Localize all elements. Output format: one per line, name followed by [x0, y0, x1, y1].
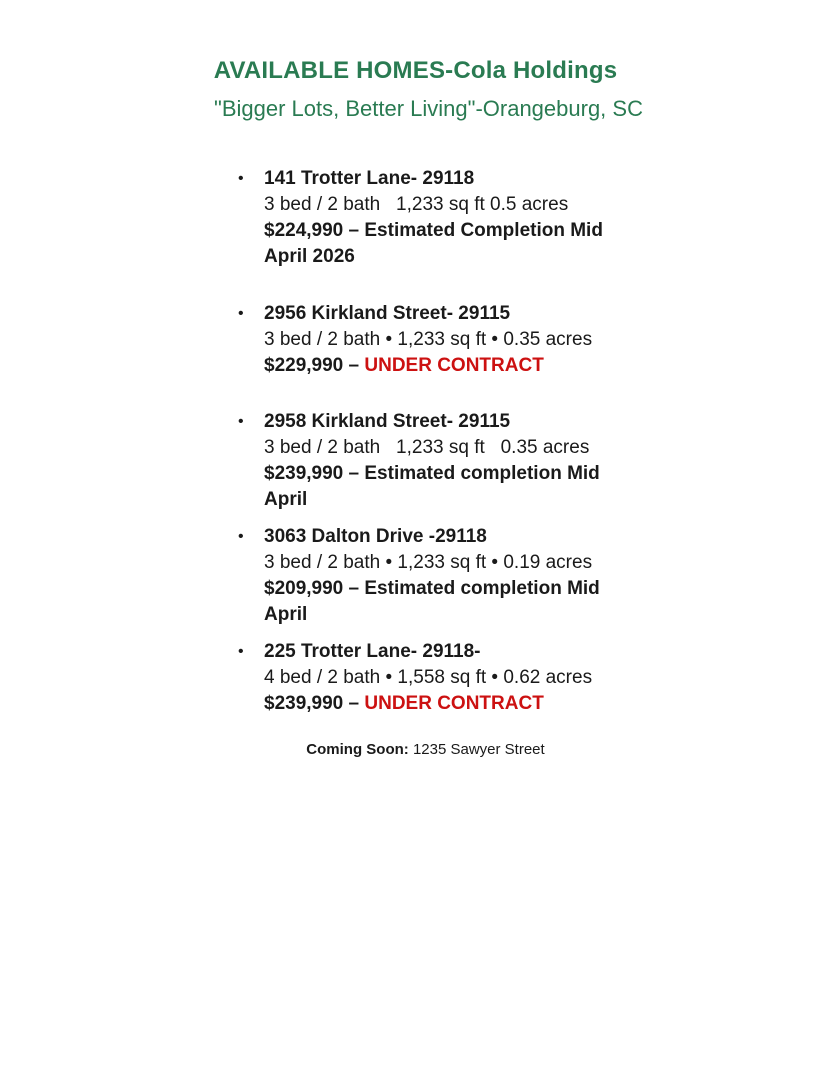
listing-address: 225 Trotter Lane- 29118- [264, 641, 481, 662]
listing-price-line [264, 691, 620, 717]
listings-section [238, 166, 825, 717]
listing-price: $239,990 – [264, 693, 360, 714]
page-subtitle: "Bigger Lots, Better Living"-Orangeburg, SC [214, 96, 643, 121]
listing-price-line [264, 461, 620, 513]
listing-price: $229,990 – [264, 355, 360, 376]
listing-item [238, 301, 825, 379]
listing-address: 2956 Kirkland Street- 29115 [264, 303, 511, 324]
listing-price-line [264, 353, 620, 379]
listing-price: $239,990 – [264, 463, 360, 484]
listing-details: 3 bed / 2 bath 1,233 sq ft 0.5 acres [264, 194, 569, 215]
listing-content [264, 301, 620, 379]
listing-details: 3 bed / 2 bath • 1,233 sq ft • 0.19 acres [264, 552, 593, 573]
listing-status: Estimated completion Mid April [264, 463, 600, 510]
listing-status: Estimated Completion Mid April 2026 [264, 220, 603, 267]
listing-content [264, 639, 620, 717]
coming-soon-label: Coming Soon: [306, 741, 409, 758]
listing-price: $209,990 – [264, 578, 360, 599]
listing-details: 3 bed / 2 bath • 1,233 sq ft • 0.35 acres [264, 329, 593, 350]
listing-address: 3063 Dalton Drive -29118 [264, 526, 487, 547]
listing-price: $224,990 – [264, 220, 360, 241]
coming-soon-value: 1235 Sawyer Street [408, 741, 545, 758]
listing-item [238, 166, 825, 270]
bullet-icon: • [238, 170, 244, 187]
listing-content [264, 409, 620, 513]
listing-item [238, 524, 825, 628]
bullet-icon: • [238, 413, 244, 430]
listing-price-line [264, 218, 620, 270]
bullet-icon: • [238, 305, 244, 322]
listing-status: UNDER CONTRACT [364, 355, 544, 376]
listing-content [264, 524, 620, 628]
listing-details: 3 bed / 2 bath 1,233 sq ft 0.35 acres [264, 437, 590, 458]
listing-address: 141 Trotter Lane- 29118 [264, 168, 475, 189]
bullet-icon: • [238, 528, 244, 545]
listing-content [264, 166, 620, 270]
listing-status: UNDER CONTRACT [364, 693, 544, 714]
listing-details: 4 bed / 2 bath • 1,558 sq ft • 0.62 acres [264, 667, 593, 688]
listing-address: 2958 Kirkland Street- 29115 [264, 411, 511, 432]
listing-item [238, 409, 825, 513]
page-title: AVAILABLE HOMES-Cola Holdings [213, 57, 618, 84]
listing-status: Estimated completion Mid April [264, 578, 600, 625]
listing-price-line [264, 576, 620, 628]
bullet-icon: • [238, 643, 244, 660]
listing-item [238, 639, 825, 717]
coming-soon-line [0, 740, 825, 760]
